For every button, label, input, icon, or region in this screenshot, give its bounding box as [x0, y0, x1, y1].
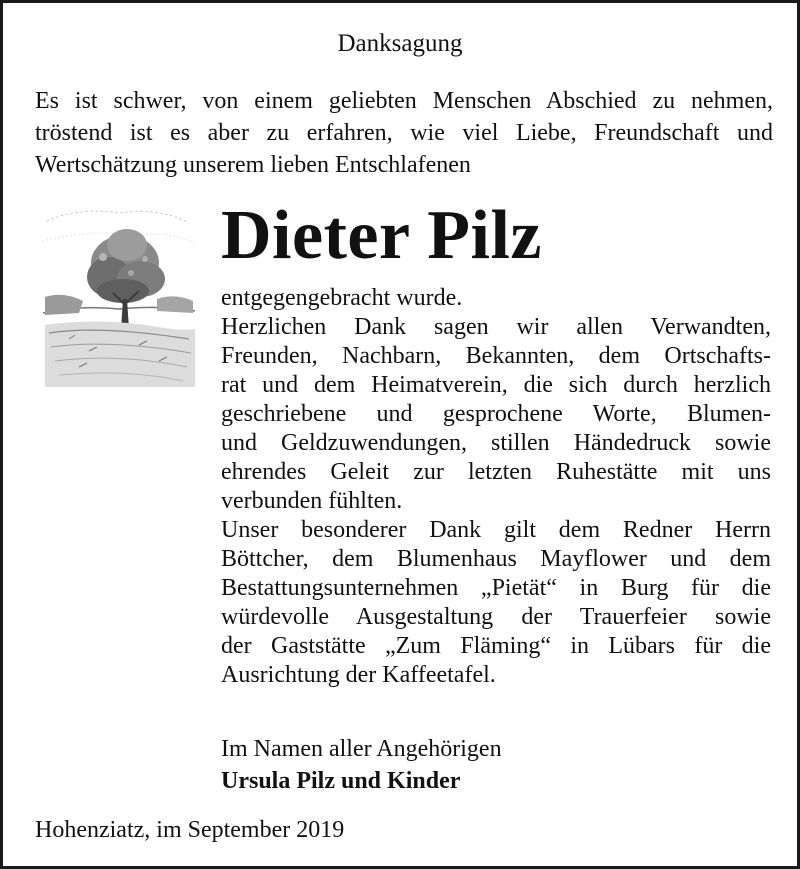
body-line: Böttcher, dem Blumenhaus Mayflower und dem [221, 546, 771, 572]
body-line: Freunden, Nachbarn, Bekannten, dem Ortschafts- [221, 343, 771, 369]
intro-line: tröstend ist es aber zu erfahren, wie viel Liebe, Freundschaft und [35, 120, 773, 146]
deceased-name: Dieter Pilz [221, 197, 542, 274]
body-line: und Geldzuwendungen, stillen Händedruck sowie [221, 430, 771, 456]
intro-line: Wertschätzung unserem lieben Entschlafenen [35, 152, 471, 178]
body-line: Ausrichtung der Kaffeetafel. [221, 662, 496, 688]
body-line: würdevolle Ausgestaltung der Trauerfeier sowie [221, 604, 771, 630]
body-line: Unser besonderer Dank gilt dem Redner Herrn [221, 517, 771, 543]
body-line: rat und dem Heimatverein, die sich durch herzlich [221, 372, 771, 398]
signature-names: Ursula Pilz und Kinder [221, 768, 461, 794]
place-date: Hohenziatz, im September 2019 [35, 817, 345, 843]
body-line: Bestattungsunternehmen „Pietät“ in Burg für die [221, 575, 771, 601]
body-line: ehrendes Geleit zur letzten Ruhestätte mit uns [221, 459, 771, 485]
body-line: Herzlichen Dank sagen wir allen Verwandten, [221, 314, 771, 340]
signature-intro: Im Namen aller Angehörigen [221, 736, 502, 762]
tree-landscape-icon [39, 201, 199, 391]
intro-text [35, 85, 773, 181]
body-text [221, 284, 771, 690]
body-line: der Gaststätte „Zum Fläming“ in Lübars für die [221, 633, 771, 659]
body-line: geschriebene und gesprochene Worte, Blumen- [221, 401, 771, 427]
intro-line: Es ist schwer, von einem geliebten Menschen Abschied zu nehmen, [35, 88, 773, 114]
body-line: entgegengebracht wurde. [221, 285, 463, 311]
signature-block [221, 733, 502, 797]
body-line: verbunden fühlten. [221, 488, 403, 514]
notice-heading: Danksagung [337, 30, 463, 57]
